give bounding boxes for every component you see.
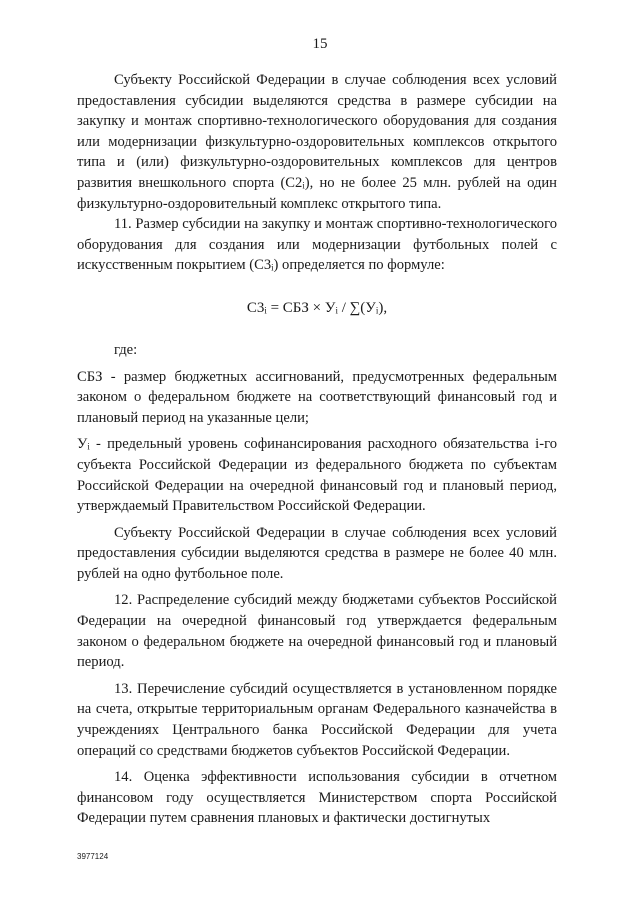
where-label: где: (114, 341, 138, 358)
definition-ui: Уᵢ - предельный уровень софинансирования расходного обязательства i-го субъекта Российской Федерации из федерального бюджета по субъектам Российской Федерации на очередной финансовый год и плановый период, утверждаемый Правительством Российской Федерации. (77, 436, 557, 515)
paragraph-11: 11. Размер субсидии на закупку и монтаж спортивно-технологического оборудования для создания или модернизации футбольных полей с искусственным покрытием (C3ᵢ) определяется по формуле: (77, 216, 557, 274)
paragraph-14: 14. Оценка эффективности использования субсидии в отчетном финансовом году осуществляется Министерством спорта Российской Федерации путем сравнения плановых и фактически достигнутых (77, 769, 557, 827)
paragraph-football-field: Субъекту Российской Федерации в случае соблюдения всех условий предоставления субсидии выделяются средства в размере не более 40 млн. рублей на одно футбольное поле. (77, 524, 557, 582)
formula-c3: C3ᵢ = СБЗ × Уᵢ / ∑(Уᵢ), (246, 299, 388, 316)
paragraph-subsidy-complex: Субъекту Российской Федерации в случае соблюдения всех условий предоставления субсидии выделяются средства в размере субсидии на закупку и монтаж спортивно-технологического оборудования для создания или модернизации физкультурно-оздоровительных комплексов открытого типа и (или) физкультурно-оздоровительных комплексов для центров развития внешкольного спорта (C2ᵢ), но не более 25 млн. рублей на один физкультурно-оздоровительный комплекс открытого типа. (77, 72, 557, 212)
paragraph-13: 13. Перечисление субсидий осуществляется в установленном порядке на счета, открытые территориальным органам Федерального казначейства в учреждениях Центрального банка Российской Федерации для учета операций со средствами бюджетов субъектов Российской Федерации. (77, 680, 557, 759)
document-code: 3977124 (77, 852, 109, 861)
page-number: 15 (312, 36, 328, 52)
document-body (77, 70, 557, 829)
definition-sbz: СБЗ - размер бюджетных ассигнований, предусмотренных федеральным законом о федеральном бюджете на соответствующий финансовый год и плановый период на указанные цели; (77, 368, 557, 426)
paragraph-12: 12. Распределение субсидий между бюджетами субъектов Российской Федерации на очередной финансовый год утверждается федеральным законом о федеральном бюджете на очередной финансовый год и плановый период. (77, 592, 557, 671)
